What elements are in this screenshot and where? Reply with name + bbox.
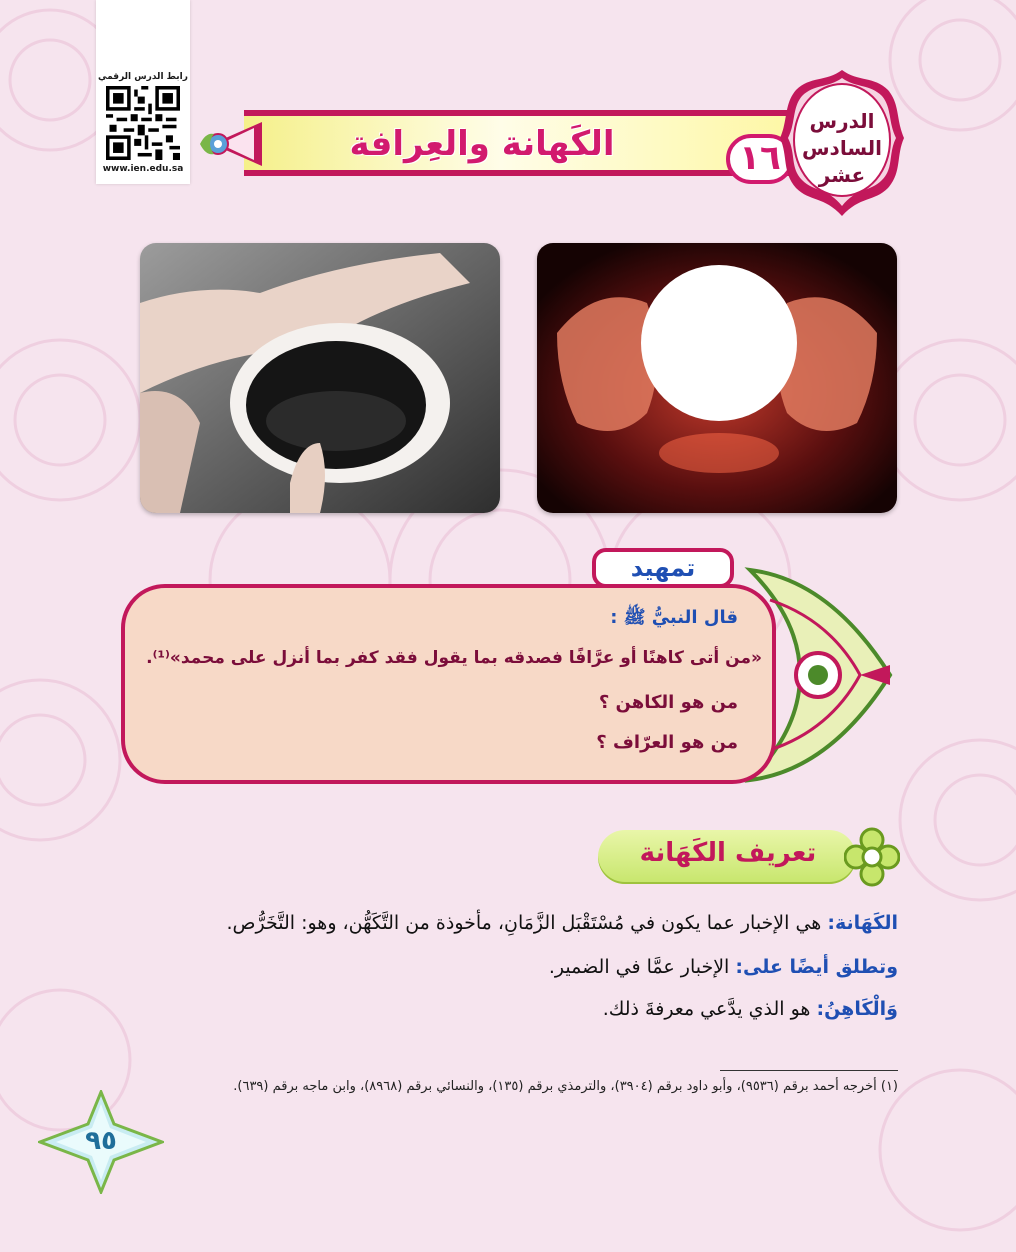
seal-line: الدرس (809, 109, 875, 133)
qr-caption: رابط الدرس الرقمي (98, 72, 188, 82)
coffee-cup-photo (140, 243, 500, 513)
intro-line: قال النبيُّ ﷺ : (610, 607, 738, 628)
definition-term: وتطلق أيضًا على: (735, 956, 898, 978)
definition-text: هو الذي يدَّعي معرفةَ ذلك. (602, 998, 817, 1020)
qr-url: www.ien.edu.sa (102, 164, 184, 174)
definition-term: الكَهَانة: (827, 912, 898, 934)
intro-line: من هو الكاهن ؟ (598, 692, 738, 713)
crystal-ball-photo (537, 243, 897, 513)
ornament-icon (192, 112, 262, 176)
section-title: تعريف الكَهَانة (639, 838, 817, 868)
qr-code-icon[interactable] (106, 86, 180, 160)
lesson-title-banner (192, 98, 822, 194)
seal-line: السادس (801, 136, 883, 160)
footnote-divider (720, 1070, 898, 1071)
definition-kahin (603, 998, 898, 1020)
footnote: (١) أخرجه أحمد برقم (٩٥٣٦)، وأبو داود برقم (٣٩٠٤)، والترمذي برقم (١٣٥)، والنسائي برقم (٨٩٦٨)، وابن ماجه برقم (٦٣٩). (233, 1079, 898, 1094)
lesson-title: الكَهانة والعِرافة (349, 124, 615, 164)
intro-label: تمهيد (592, 548, 734, 588)
page-number: ٩٥ (85, 1126, 117, 1156)
definition-also (549, 956, 898, 978)
qr-code-card[interactable] (96, 0, 190, 184)
lesson-number-badge: ١٦ (726, 134, 794, 184)
definition-text: هي الإخبار عما يكون في مُسْتَقْبَل الزَّمَانِ، مأخوذة من التَّكَهُّن، وهو: التَّخَرُّص. (226, 912, 828, 934)
seal-line: عشر (818, 163, 866, 187)
definition-text: الإخبار عمَّا في الضمير. (548, 956, 736, 978)
section-heading (598, 826, 898, 888)
definition-kahana (226, 912, 898, 934)
lesson-seal-label (790, 108, 894, 189)
flower-ornament-icon (844, 826, 900, 888)
definition-term: وَالْكَاهِنُ: (816, 998, 898, 1020)
intro-line: «من أتى كاهنًا أو عرَّافًا فصدقه بما يقول فقد كفر بما أنزل على محمد»⁽¹⁾. (146, 648, 762, 668)
intro-line: من هو العرّاف ؟ (596, 732, 738, 753)
